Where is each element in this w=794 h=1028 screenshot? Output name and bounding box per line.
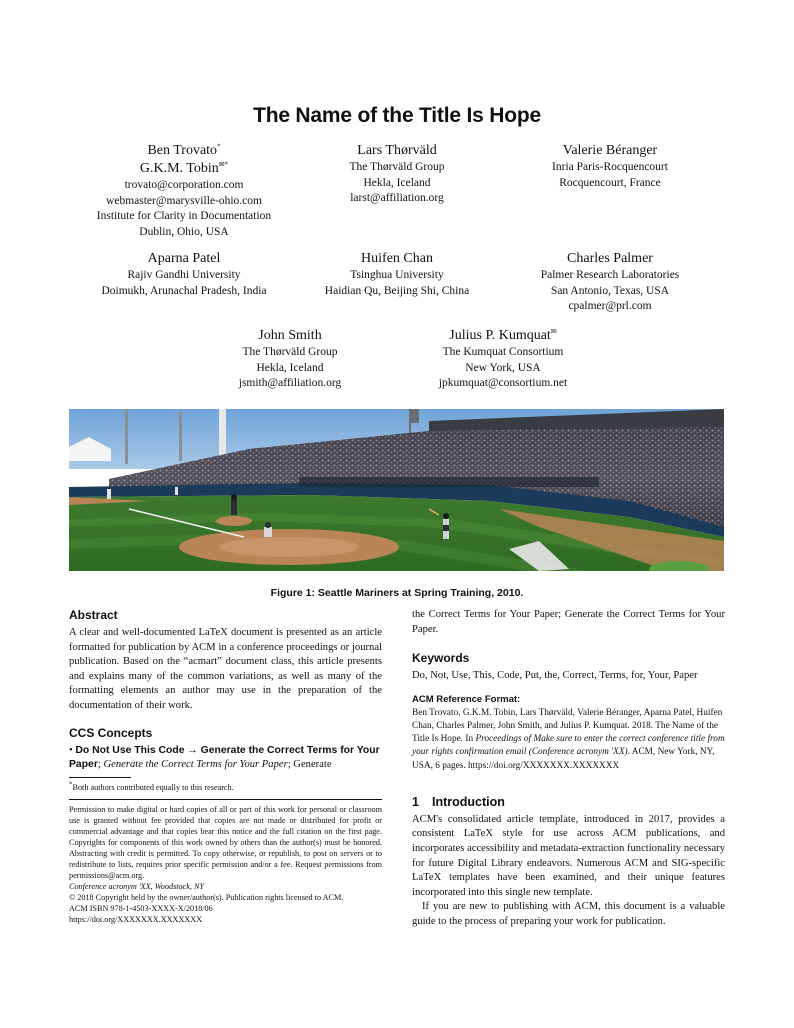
isbn-line: ACM ISBN 978-1-4503-XXXX-X/2018/06 [69,903,213,913]
ccs-heading: CCS Concepts [69,725,153,740]
author-name: John Smith [258,328,322,343]
author-beranger [490,142,730,191]
author-email: webmaster@marysville-ohio.com [106,194,262,207]
introduction-heading: 1 Introduction [412,794,505,809]
author-name: Huifen Chan [361,251,433,266]
author-location: Haidian Qu, Beijing Shi, China [324,284,470,297]
author-smith [170,327,410,392]
author-affiliation: Tsinghua University [350,269,444,281]
ccs-concepts: • Do Not Use This Code → Generate the Correct Terms for Your Paper; Generate the Correct Terms for Your Paper; Generate [69,744,380,771]
conference-info: Conference acronym 'XX, Woodstock, NY [69,881,204,891]
ccs-italic-term: Generate the Correct Terms for Your Paper [103,759,288,771]
author-email: larst@affiliation.org [350,192,444,204]
author-affiliation: The Thørväld Group [349,161,445,173]
author-mark: ✉ [550,327,557,336]
permission-notice: Permission to make digital or hard copies of all or part of this work for personal or classroom use is granted without fee provided that copies are not made or distributed for profit or commercial advantage and that copies bear this notice and the full citation on the first page. Copyrights for components of this work owned by others than the author(s) must be honored. Abstracting with credit is permitted. To copy otherwise, or republish, to post on servers or to redistribute to lists, requires prior specific permission and/or a fee. Request permissions from permissions@acm.org. [69,804,382,880]
author-name: Charles Palmer [567,251,653,266]
author-email: cpalmer@prl.com [568,300,652,312]
author-location: New York, USA [465,361,541,374]
author-chan [277,250,517,299]
author-patel [64,250,304,299]
author-location: Hekla, Iceland [256,361,324,374]
copyright-line: © 2018 Copyright held by the owner/author(s). Publication rights licensed to ACM. [69,892,344,902]
author-trovato-tobin [64,142,304,240]
footnote-rule [69,777,131,778]
author-thorvald [277,142,517,207]
author-name: Julius P. Kumquat [449,328,551,343]
author-affiliation: Rajiv Gandhi University [127,269,241,281]
abstract-heading: Abstract [69,608,118,622]
stadium-photo [69,409,724,571]
author-location: Hekla, Iceland [363,176,431,189]
author-email: trovato@corporation.com [124,179,244,191]
author-affiliation: Institute for Clarity in Documentation [96,210,272,222]
figure-caption: Figure 1: Seattle Mariners at Spring Training, 2010. [270,587,524,599]
author-kumquat [383,327,623,392]
author-name: Valerie Béranger [562,143,658,158]
paper-title: The Name of the Title Is Hope [253,104,541,127]
reference-format-heading: ACM Reference Format: [412,693,521,705]
section-number: 1 [412,794,419,809]
permission-rule [69,799,382,800]
author-affiliation: Inria Paris-Rocquencourt [552,161,668,173]
right-column [412,608,725,930]
author-name: Lars Thørväld [357,143,437,158]
author-affiliation: The Kumquat Consortium [442,346,564,358]
author-name: Aparna Patel [147,251,221,266]
author-affiliation: Palmer Research Laboratories [540,269,680,281]
author-email: jpkumquat@consortium.net [438,377,568,389]
doi-line: https://doi.org/XXXXXXX.XXXXXXX [69,914,203,924]
author-palmer [490,250,730,315]
author-name: Ben Trovato [147,143,218,158]
author-mark: ✉* [218,160,229,169]
ccs-bullet: • [69,744,73,756]
keywords-heading: Keywords [412,651,470,666]
introduction-para-1: ACM's consolidated article template, introduced in 2017, provides a consistent LaTeX style for use across ACM publications, and incorporates accessibility and metadata-extraction functionality necessary for future Digital Library endeavors. Numerous ACM and SIG-specific LaTeX templates have been examined, and their unique features incorporated into this single new template. [412,813,725,898]
author-email: jsmith@affiliation.org [238,377,342,389]
author-location: San Antonio, Texas, USA [550,284,670,297]
ccs-bold-term: Do Not Use This Code → Generate the Correct Terms for Your Paper [69,744,380,771]
author-name: G.K.M. Tobin [139,161,219,176]
author-location: Rocquencourt, France [559,176,661,189]
introduction-para-2: If you are new to publishing with ACM, this document is a valuable guide to the process of preparing your work for publication. [412,901,725,927]
author-mark: * [217,142,221,151]
baseball-stadium-image [69,409,724,571]
left-column [69,608,382,925]
author-affiliation: The Thørväld Group [242,346,338,358]
author-location: Dublin, Ohio, USA [139,225,229,238]
keywords-text: Do, Not, Use, This, Code, Put, the, Correct, Terms, for, Your, Paper [412,670,698,682]
footnote: *Both authors contributed equally to this research. [69,780,234,792]
abstract-text: A clear and well-documented LaTeX document is presented as an article formatted for publication by ACM in a conference proceedings or journal publication. Based on the “acmart” document class, this article presents and explains many of the common variations, as well as many of the formatting elements an author may use in the preparation of the documentation of their work. [69,627,382,711]
ccs-rest: ; Generate [287,759,332,771]
author-location: Doimukh, Arunachal Pradesh, India [101,284,267,297]
ccs-rest-continued: the Correct Terms for Your Paper; Generate the Correct Terms for Your Paper. [412,609,725,635]
reference-format-text: Ben Trovato, G.K.M. Tobin, Lars Thørväld, Valerie Béranger, Aparna Patel, Huifen Chan, Charles Palmer, John Smith, and Julius P. Kumquat. 2018. The Name of the Title Is Hope. In Proceedings of Make sure to enter the correct conference title from your rights confirmation email (Conference acronym 'XX). ACM, New York, NY, USA, 6 pages. https://doi.org/XXXXXXX.XXXXXXX [412,707,725,771]
